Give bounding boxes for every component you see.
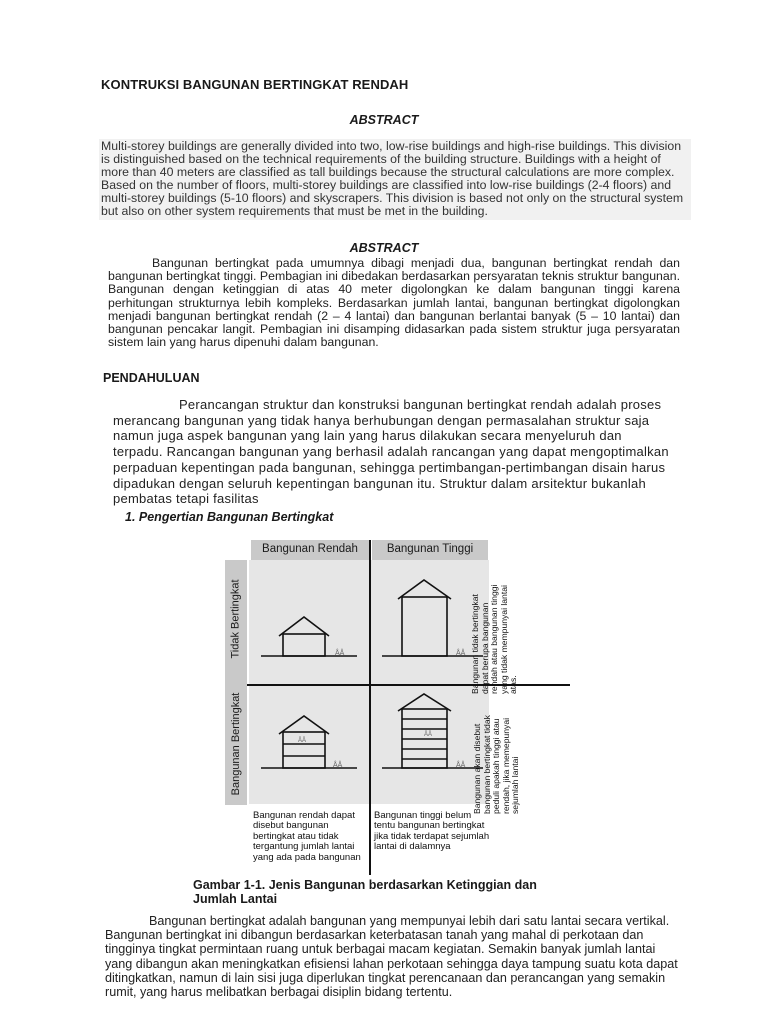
row-label-bottom: Bangunan Bertingkat: [230, 692, 242, 796]
figure-caption: [193, 878, 613, 906]
intro-text: Perancangan struktur dan konstruksi bangunan bertingkat rendah adalah proses merancang bangunan yang tidak hanya berhubungan dengan permasalahan struktur saja namun juga aspek bangunan yang lain yang harus dilakukan secara menyeluruh dan terpadu. Rancangan bangunan yang berhasil adalah rancangan yang dapat mengoptimalkan perpaduan kepentingan pada bangunan, sehingga pertimbangan-pertimbangan disain harus dipadukan dengan seluruh kepentingan bangunan itu. Struktur dalam arsitektur bukanlah pembatas tetapi fasilitas: [113, 397, 669, 507]
section-heading: PENDAHULUAN: [103, 371, 200, 385]
body-paragraph: [105, 914, 680, 999]
column-label-low: Bangunan Rendah: [262, 543, 358, 555]
caption-line-1: Gambar 1-1. Jenis Bangunan berdasarkan Ketinggian dan: [193, 878, 537, 892]
note-right-bottom: Bangunan akan disebut bangunan bertingkat tidak peduli apakah tinggi atau rendah, jika memepunyai sejumlah lantai: [472, 715, 521, 814]
svg-text:ÅÅ: ÅÅ: [333, 762, 343, 769]
abstract-id-heading: ABSTRACT: [349, 241, 419, 255]
svg-text:ÅÅ: ÅÅ: [424, 732, 433, 738]
svg-text:ÅÅ: ÅÅ: [456, 762, 466, 769]
svg-text:ÅÅ: ÅÅ: [298, 738, 307, 744]
subsection-heading: 1. Pengertian Bangunan Bertingkat: [125, 510, 334, 524]
caption-line-2: Jumlah Lantai: [193, 892, 278, 906]
abstract-id-text: Bangunan bertingkat pada umumnya dibagi menjadi dua, bangunan bertingkat rendah dan bangunan bertingkat tinggi. Pembagian ini dibedakan berdasarkan persyaratan teknis struktur bangunan. Bangunan dengan ketinggian di atas 40 meter digolongkan ke dalam bangunan tinggi karena perhitungan strukturnya lebih kompleks. Berdasarkan jumlah lantai, bangunan bertingkat digolongkan menjadi bangunan bertingkat rendah (2 – 4 lantai) dan bangunan berlantai banyak (5 – 10 lantai) dan bangunan pencakar langit. Pembagian ini disamping didasarkan pada sistem struktur juga persyaratan sistem lain yang harus dipenuhi dalam bangunan.: [108, 256, 680, 350]
abstract-id-paragraph: [108, 257, 680, 349]
note-right-top: Bangunan tidak bertingkat dapat berupa bangunan rendah atau bangunan tinggi yang tidak mempunyai lantai atas.: [470, 584, 519, 694]
intro-paragraph: [113, 397, 673, 507]
body-text: Bangunan bertingkat adalah bangunan yang mempunyai lebih dari satu lantai secara vertikal. Bangunan bertingkat ini dibangun berdasarkan keterbatasan tanah yang mahal di perkotaan dan tingginya tingkat permintaan ruang untuk berbagai macam kegiatan. Semakin banyak jumlah lantai yang dibangun akan meningkatkan efisiensi lahan perkotaan sehingga daya tampung suatu kota dapat ditingkatkan, namun di lain sisi juga diperlukan tingkat perencanaan dan perancangan yang semakin rumit, yang harus melibatkan berbagai disiplin bidang tertentu.: [105, 914, 678, 1000]
svg-text:ÅÅ: ÅÅ: [456, 650, 466, 657]
row-label-top: Tidak Bertingkat: [229, 579, 242, 659]
building-classification-figure: [225, 540, 570, 880]
abstract-en-text: Multi-storey buildings are generally divided into two, low-rise buildings and high-rise buildings. This division is distinguished based on the technical requirements of the building structure. Buildings with a height of more than 40 meters are classified as tall buildings because the structural calculations are more complex. Based on the number of floors, multi-storey buildings are classified into low-rise buildings (2-4 floors) and multi-storey buildings (5-10 floors) and skyscrapers. This division is based not only on the structural system but also on other system requirements that must be met in the building.: [99, 139, 691, 220]
quadrant-bottom-left: [249, 686, 369, 804]
abstract-en-heading: ABSTRACT: [349, 113, 419, 127]
note-bottom-left: Bangunan rendah dapat disebut bangunan bertingkat atau tidak tergantung jumlah lantai yang ada pada bangunan: [253, 810, 361, 863]
quadrant-top-left: [249, 560, 369, 684]
column-label-high: Bangunan Tinggi: [386, 543, 474, 555]
svg-text:ÅÅ: ÅÅ: [335, 650, 345, 657]
document-title: KONTRUKSI BANGUNAN BERTINGKAT RENDAH: [101, 77, 409, 92]
note-bottom-right: Bangunan tinggi belum tentu bangunan bertingkat jika tidak terdapat sejumlah lantai di dalamnya: [374, 810, 490, 853]
